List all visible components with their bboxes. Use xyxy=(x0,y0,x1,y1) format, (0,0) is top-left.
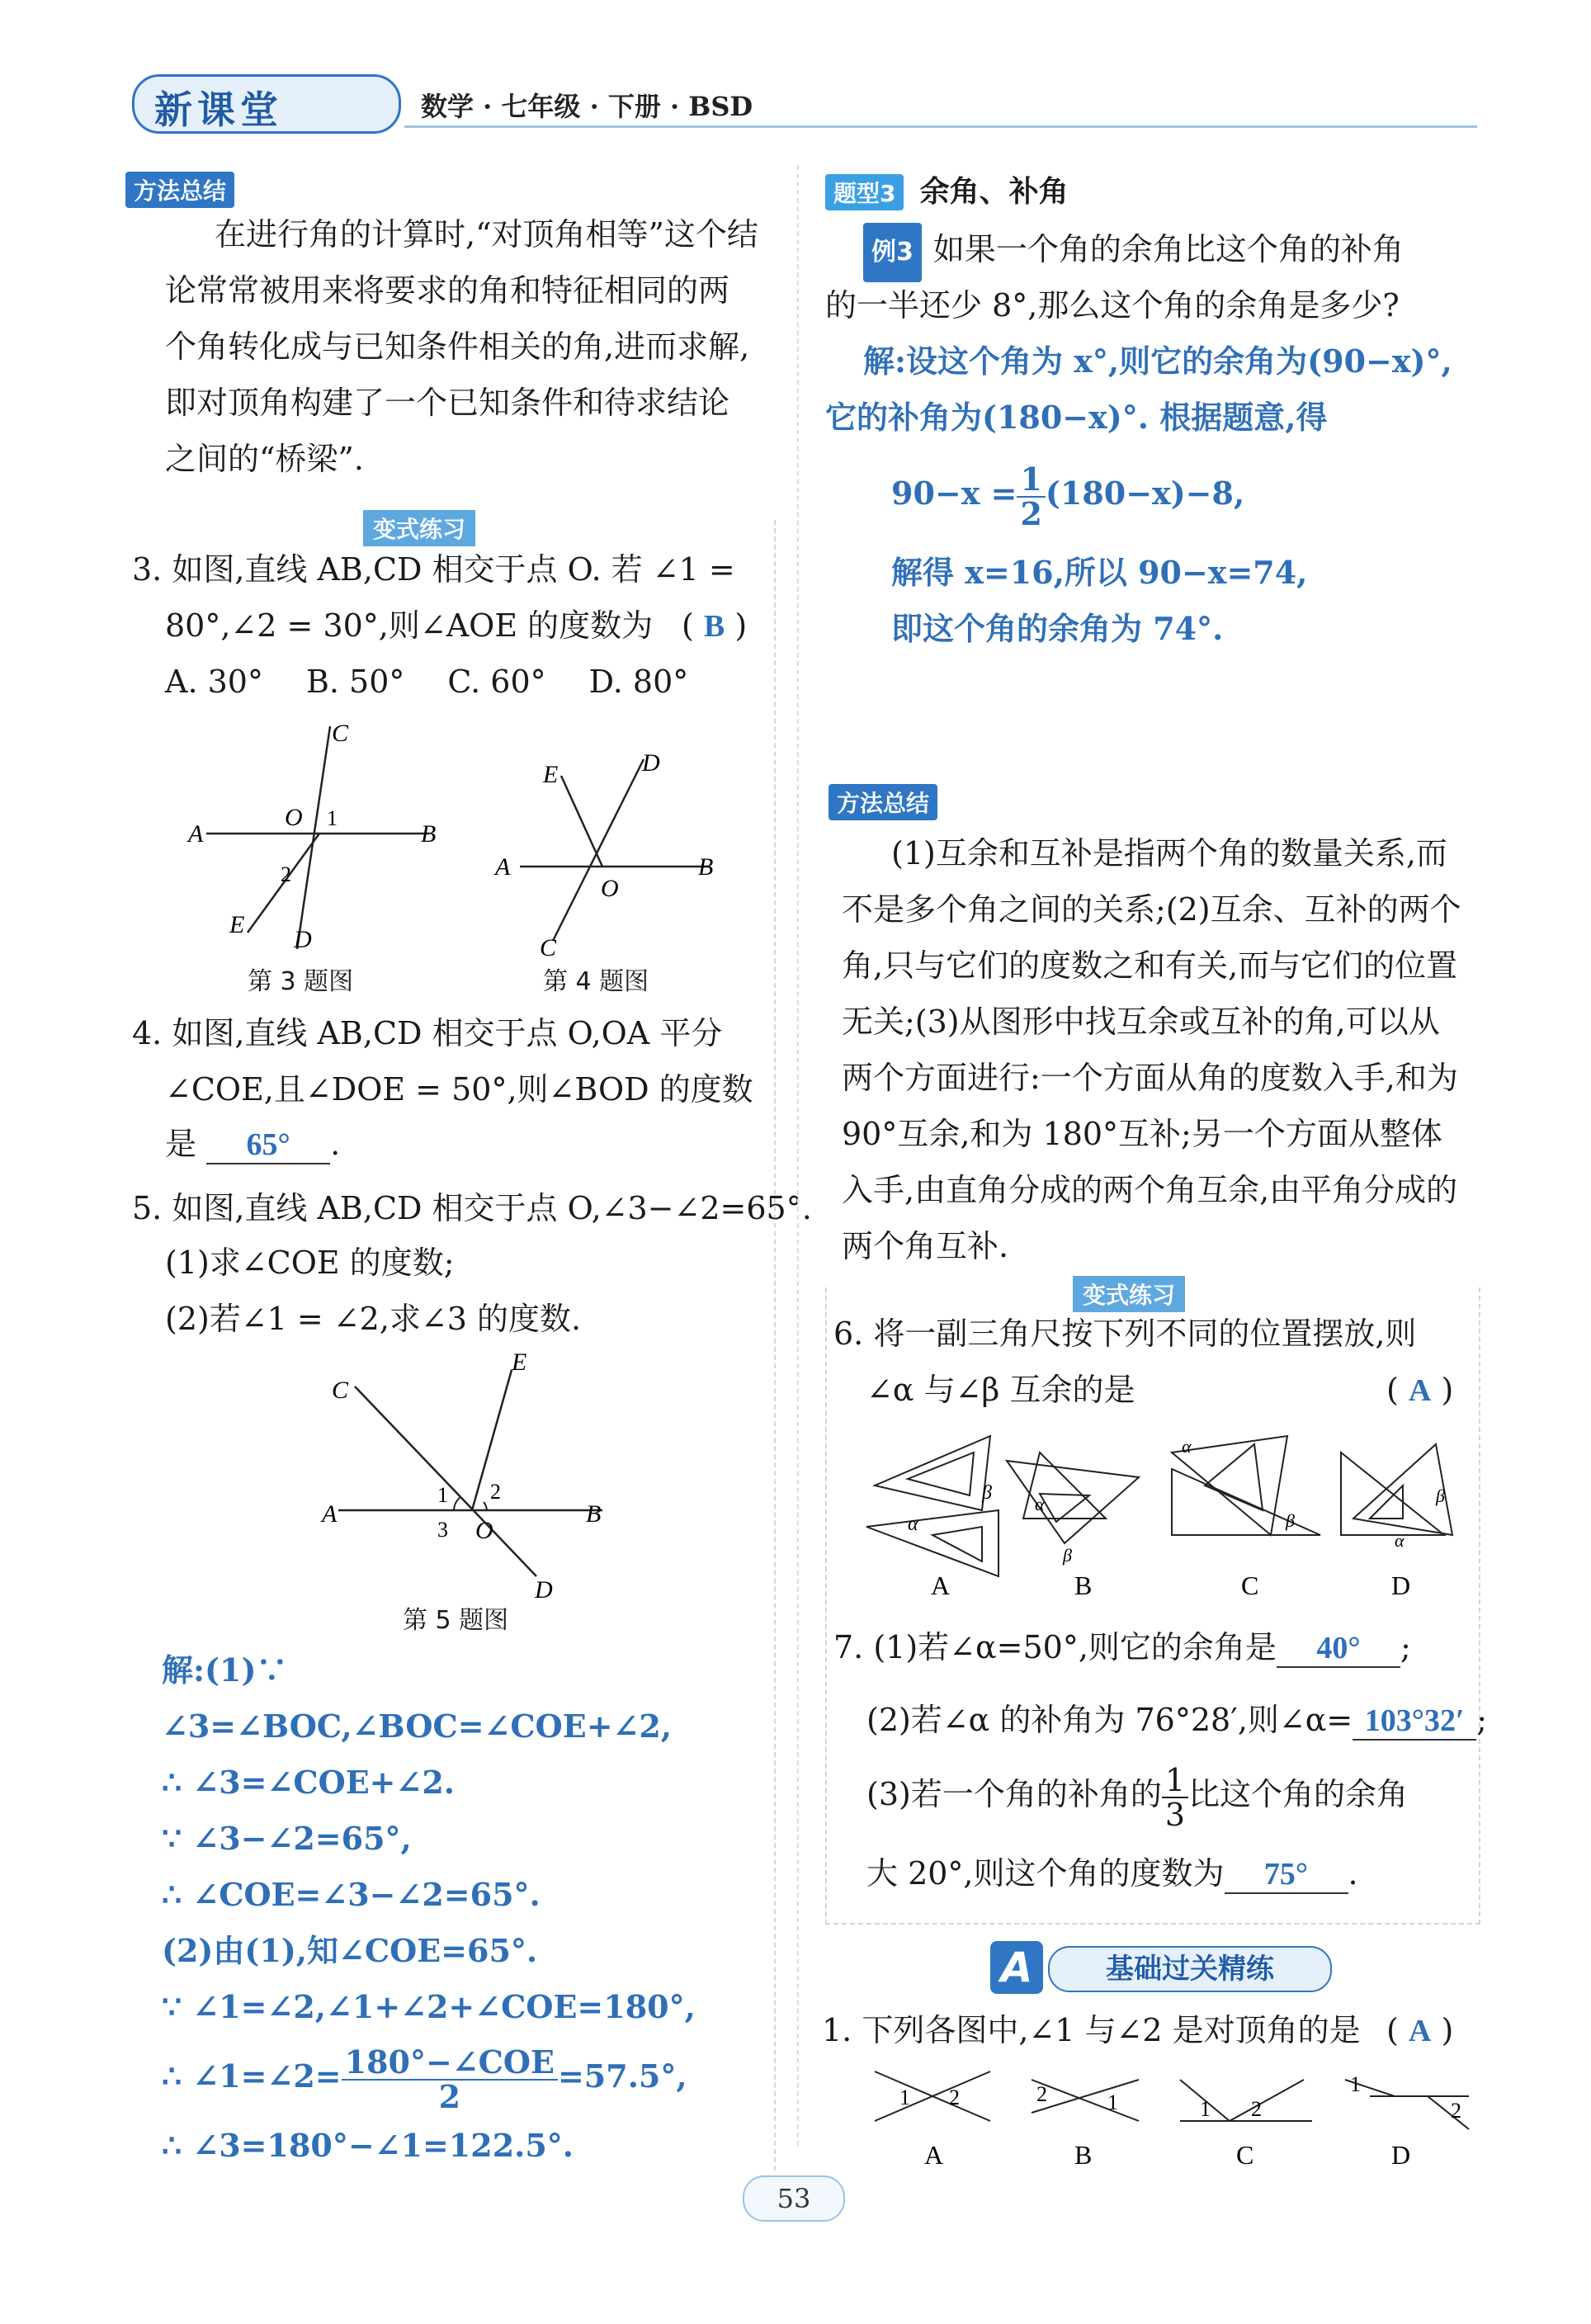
q3-answer-value: B xyxy=(703,609,725,644)
q5-sol-line-3: ∵ ∠3−∠2=65°, xyxy=(162,1820,412,1857)
fig3-label-d: D xyxy=(294,926,312,953)
q7-part3-b: 比这个角的余角 xyxy=(1188,1776,1409,1812)
q1-d-label-2: 2 xyxy=(1451,2099,1461,2123)
q6-figure-b xyxy=(1007,1452,1139,1566)
fig5-label-o: O xyxy=(475,1517,493,1544)
fig5-label-e: E xyxy=(512,1353,527,1376)
fig3-label-2: 2 xyxy=(281,862,291,886)
logo xyxy=(132,74,401,134)
q5-sol-line-5: (2)由(1),知∠COE=65°. xyxy=(162,1932,538,1969)
fig5-label-c: C xyxy=(332,1377,349,1404)
q7-part1-blank xyxy=(1277,1629,1400,1668)
q1-c-label-1: 1 xyxy=(1200,2097,1211,2121)
fig4-label-e: E xyxy=(543,761,559,788)
q3-answer: ( B ) xyxy=(682,607,748,644)
example-text-1: 如果一个角的余角比这个角的补角 xyxy=(932,231,1404,267)
q4-answer-blank xyxy=(206,1126,330,1164)
example-eq-prefix: 90−x = xyxy=(891,475,1017,512)
figure-3 xyxy=(182,710,446,966)
section-badge-text: A xyxy=(1000,1944,1033,1991)
method-summary-tag-left: 方法总结 xyxy=(125,172,234,208)
section-title-box xyxy=(1048,1946,1332,1992)
q3-options xyxy=(165,654,743,710)
q7-part3-a: (3)若一个角的补角的 xyxy=(866,1776,1162,1812)
q6-c-beta: β xyxy=(1286,1510,1295,1531)
q1-answer-value: A xyxy=(1408,2014,1432,2048)
q6-answer: ( A ) xyxy=(1386,1372,1454,1408)
example-sol-4: 即这个角的余角为 74°. xyxy=(891,610,1224,647)
q6-b-alpha: α xyxy=(1035,1494,1045,1514)
fig3-label-a: A xyxy=(188,820,204,848)
fig3-label-e: E xyxy=(229,911,245,938)
figure-4-caption: 第 4 题图 xyxy=(543,967,649,996)
q1-figure-a xyxy=(875,2071,990,2121)
q6-figure-c xyxy=(1172,1436,1320,1535)
q5-sol-line-1: 解:(1)∵ ∠3=∠BOC,∠BOC=∠COE+∠2, xyxy=(162,1651,673,1745)
method-summary-text-left: 在进行角的计算时,“对顶角相等”这个结论常常被用来将要求的角和特征相同的两个角转化成与已知条件相关的角,进而求解,即对顶角构建了一个已知条件和待求结论之间的“桥梁”. xyxy=(165,216,758,477)
q6-figure-a xyxy=(866,1436,999,1576)
type-title: 余角、补角 xyxy=(919,175,1069,209)
q1-b-label-1: 1 xyxy=(1107,2090,1118,2114)
figure-5 xyxy=(314,1353,627,1601)
q5-sol-line-7-prefix: ∴ ∠1=∠2= xyxy=(162,2057,342,2095)
q6-c-alpha: α xyxy=(1182,1436,1192,1457)
fig4-label-o: O xyxy=(601,875,619,902)
q6-label-d: D xyxy=(1391,1571,1411,1600)
fig5-angle-1-arc xyxy=(454,1497,460,1510)
q7-part1: 7. (1)若∠α=50°,则它的余角是 40° ; xyxy=(833,1619,1411,1675)
q6-label-a: A xyxy=(931,1571,951,1600)
figure-5-caption: 第 5 题图 xyxy=(403,1606,509,1635)
example-sol-3: 解得 x=16,所以 90−x=74, xyxy=(891,554,1308,591)
q1-figure-c xyxy=(1180,2080,1312,2121)
q5-sol-line-6: ∵ ∠1=∠2,∠1+∠2+∠COE=180°, xyxy=(162,1988,696,2025)
example-eq-num: 1 xyxy=(1017,463,1045,498)
q7-part3-num: 1 xyxy=(1162,1764,1188,1798)
q6-label-b: B xyxy=(1074,1571,1093,1600)
practice-tag-left: 变式练习 xyxy=(363,510,475,546)
q7-part1-text: 7. (1)若∠α=50°,则它的余角是 xyxy=(833,1629,1277,1665)
type-heading xyxy=(825,168,1069,210)
q6-a-beta: β xyxy=(982,1482,992,1504)
section-badge xyxy=(990,1941,1043,1994)
q5-sol-line-2: ∴ ∠3=∠COE+∠2. xyxy=(162,1764,456,1801)
example-sol-1: 解:设这个角为 x°,则它的余角为(90−x)°, xyxy=(863,342,1452,380)
q7-part3 xyxy=(866,1753,1408,1835)
q3-stem-1: 3. 如图,直线 AB,CD 相交于点 O. 若 ∠1 = xyxy=(132,551,735,588)
q4-stem-3-prefix: 是 xyxy=(165,1126,197,1162)
fig3-label-b: B xyxy=(421,820,437,848)
q1-label-b: B xyxy=(1074,2140,1093,2170)
section-banner xyxy=(990,1941,1337,1994)
fig3-label-o: O xyxy=(285,804,303,831)
q6-d-alpha: α xyxy=(1395,1530,1405,1551)
q6-label-c: C xyxy=(1241,1571,1259,1600)
q4-answer: 65° xyxy=(246,1127,290,1162)
example-sol-2: 它的补角为(180−x)°. 根据题意,得 xyxy=(825,399,1328,436)
q1-a-label-1: 1 xyxy=(899,2085,910,2109)
fig4-label-c: C xyxy=(540,934,557,961)
practice-tag-right: 变式练习 xyxy=(1073,1276,1185,1312)
q1-figure-d xyxy=(1345,2072,1469,2129)
header-rule xyxy=(404,125,1477,128)
q6-stem-1: 6. 将一副三角尺按下列不同的位置摆放,则 xyxy=(833,1316,1417,1352)
q7-part3-fraction xyxy=(1162,1761,1188,1833)
q5-sol-line-7-suffix: =57.5°, xyxy=(557,2057,687,2095)
q1-stem: 1. 下列各图中,∠1 与∠2 是对顶角的是 xyxy=(822,2012,1361,2048)
fig4-label-a: A xyxy=(495,853,511,881)
fig4-ray-oe xyxy=(561,776,602,867)
q6-a-alpha: α xyxy=(908,1514,918,1535)
q5-sol-line-4: ∴ ∠COE=∠3−∠2=65°. xyxy=(162,1876,541,1913)
fig5-angle-2-arc xyxy=(484,1502,487,1510)
q5-part2: (2)若∠1 = ∠2,求∠3 的度数. xyxy=(165,1301,582,1337)
fig5-line-cd xyxy=(355,1386,536,1576)
q3-option-d: D. 80° xyxy=(588,664,689,700)
q6-d-beta: β xyxy=(1436,1486,1445,1506)
q1-c-label-2: 2 xyxy=(1251,2097,1262,2121)
header xyxy=(107,74,1477,132)
q7-part3-blank xyxy=(1225,1855,1348,1894)
q6-figures xyxy=(858,1419,1485,1601)
q1-answer: ( A ) xyxy=(1386,2012,1454,2048)
figure-3-caption: 第 3 题图 xyxy=(248,967,354,996)
q5-sol-fraction xyxy=(342,2043,558,2115)
page-number: 53 xyxy=(777,2183,811,2214)
section-title: 基础过关精练 xyxy=(1106,1953,1274,1986)
q6-figure-d xyxy=(1341,1444,1452,1551)
q3-stem-2: 80°,∠2 = 30°,则∠AOE 的度数为 xyxy=(165,607,654,644)
q7-part2: (2)若∠α 的补角为 76°28′,则∠α= 103°32′ ; xyxy=(866,1692,1487,1748)
example-tag: 例3 xyxy=(863,223,922,282)
q5-stem: 5. 如图,直线 AB,CD 相交于点 O,∠3−∠2=65°. xyxy=(132,1190,812,1226)
fig3-label-1: 1 xyxy=(327,806,338,830)
q7-part1-answer: 40° xyxy=(1316,1631,1361,1665)
fig3-label-c: C xyxy=(332,720,349,747)
q1-figures xyxy=(866,2063,1477,2170)
q7-part3-answer: 75° xyxy=(1263,1857,1309,1892)
example-eq-fraction xyxy=(1017,460,1045,532)
q4-stem-2: ∠COE,且∠DOE = 50°,则∠BOD 的度数 xyxy=(165,1071,753,1108)
figure-4 xyxy=(487,743,734,966)
q1-label-d: D xyxy=(1391,2140,1411,2170)
example-eq-den: 2 xyxy=(1020,494,1042,532)
q1-label-a: A xyxy=(924,2140,944,2170)
q5-sol-line-7 xyxy=(162,2035,772,2118)
q1-d-label-1: 1 xyxy=(1350,2072,1361,2096)
method-summary-text-right: (1)互余和互补是指两个角的数量关系,而不是多个角之间的关系;(2)互余、互补的两个角,只与它们的度数之和有关,而与它们的位置无关;(3)从图形中找互余或互补的角,可以从两个方面进行:一个方面从角的度数入手,和为 90°互余,和为 180°互补;另一个方面从整体入手,由直角分成的两个角互余,由平角分成的两个角互补. xyxy=(842,835,1461,1264)
q5-part1: (1)求∠COE 的度数; xyxy=(165,1245,455,1281)
q5-sol-fraction-den: 2 xyxy=(438,2077,461,2115)
example-text-2: 的一半还少 8°,那么这个角的余角是多少? xyxy=(825,287,1400,324)
example-eq-suffix: (180−x)−8, xyxy=(1045,475,1245,512)
q3-option-c: C. 60° xyxy=(447,664,546,700)
logo-text: 新课堂 xyxy=(154,87,283,132)
q1-a-label-2: 2 xyxy=(949,2085,960,2109)
q4-stem-3: 是 65° . xyxy=(165,1116,340,1172)
q6-b-beta: β xyxy=(1063,1545,1072,1566)
fig5-label-3: 3 xyxy=(437,1518,448,1542)
example-3-line-1 xyxy=(863,221,1404,282)
column-divider xyxy=(797,165,799,2146)
q7-part3-den: 3 xyxy=(1164,1796,1186,1833)
q1-figure-b xyxy=(1032,2080,1139,2121)
q7-part2-answer: 103°32′ xyxy=(1364,1703,1465,1738)
fig5-label-d: D xyxy=(535,1576,553,1601)
method-summary-tag-right: 方法总结 xyxy=(829,784,937,820)
q1-label-c: C xyxy=(1236,2140,1254,2170)
type-tag: 题型3 xyxy=(825,174,904,210)
q5-sol-line-8: ∴ ∠3=180°−∠1=122.5°. xyxy=(162,2127,574,2164)
fig4-label-d: D xyxy=(642,749,660,777)
q6-answer-value: A xyxy=(1408,1373,1432,1408)
q5-solution xyxy=(162,1642,772,2174)
q3-option-a: A. 30° xyxy=(165,664,263,700)
fig5-label-1: 1 xyxy=(437,1483,448,1507)
fig5-label-b: B xyxy=(586,1500,602,1528)
q7-part3-c: 大 20°,则这个角的度数为 xyxy=(866,1855,1225,1892)
fig5-label-2: 2 xyxy=(490,1480,501,1504)
q5-sol-fraction-num: 180°−∠COE xyxy=(342,2046,558,2081)
q7-part2-text: (2)若∠α 的补角为 76°28′,则∠α= xyxy=(866,1702,1353,1738)
fig4-label-b: B xyxy=(698,853,714,881)
q4-stem-1: 4. 如图,直线 AB,CD 相交于点 O,OA 平分 xyxy=(132,1015,723,1051)
example-equation xyxy=(891,452,1244,535)
fig3-line-cd xyxy=(297,726,330,949)
q7-part2-blank xyxy=(1353,1702,1476,1741)
header-subtitle: 数学 · 七年级 · 下册 · BSD xyxy=(421,91,753,122)
q6-stem-2: ∠α 与∠β 互余的是 xyxy=(866,1372,1135,1408)
q3-option-b: B. 50° xyxy=(305,664,405,700)
fig5-label-a: A xyxy=(322,1500,338,1528)
q7-part3-line-2: 大 20°,则这个角的度数为 75° . xyxy=(866,1845,1358,1901)
q1-b-label-2: 2 xyxy=(1036,2082,1047,2106)
page-number-badge xyxy=(743,2175,845,2222)
